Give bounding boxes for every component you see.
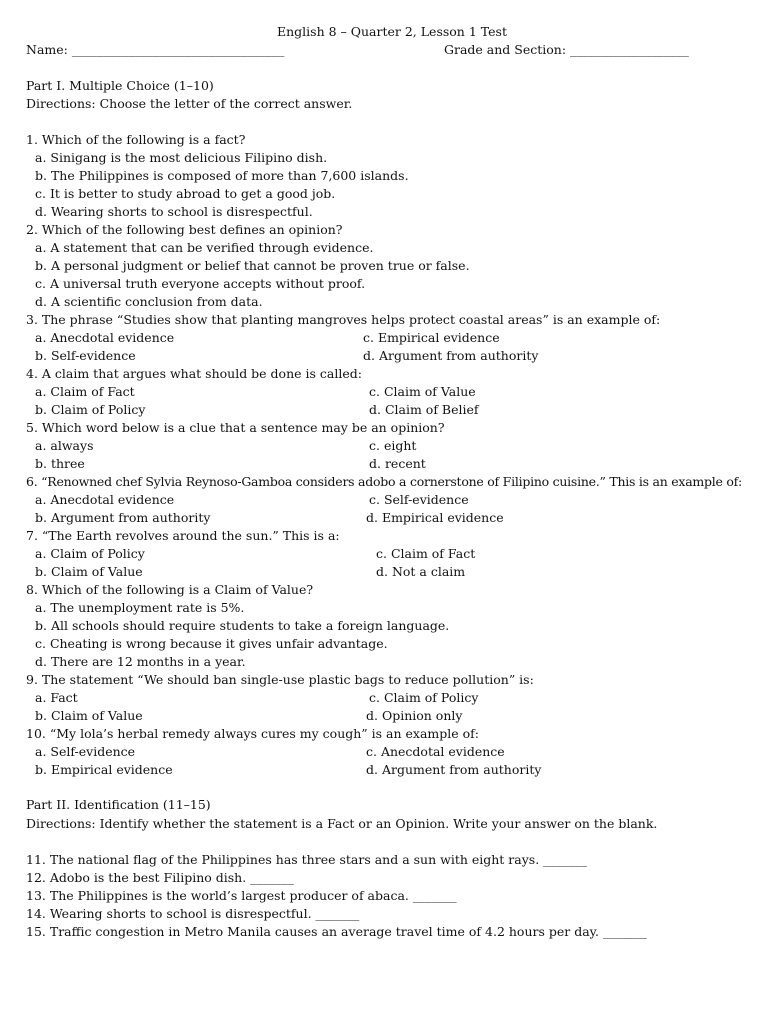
- q8-choice-d: d. There are 12 months in a year.: [35, 654, 246, 669]
- q9-choice-b: b. Claim of Value: [35, 708, 143, 723]
- q10-choice-a: a. Self-evidence: [35, 744, 136, 759]
- identification-item-12[interactable]: 12. Adobo is the best Filipino dish. _______: [26, 870, 294, 885]
- question-10: 10. “My lola’s herbal remedy always cures my cough” is an example of:: [26, 726, 480, 741]
- q2-choice-b: b. A personal judgment or belief that cannot be proven true or false.: [35, 258, 470, 273]
- q5-choice-d: d. recent: [369, 456, 426, 471]
- q9-choice-d: d. Opinion only: [366, 708, 463, 723]
- question-8: 8. Which of the following is a Claim of Value?: [26, 582, 314, 597]
- question-2: 2. Which of the following best defines an opinion?: [26, 222, 343, 237]
- q3-choice-a: a. Anecdotal evidence: [35, 330, 175, 345]
- part2-title: Part II. Identification (11–15): [26, 797, 211, 812]
- q7-choice-a: a. Claim of Policy: [35, 546, 145, 561]
- question-6: 6. “Renowned chef Sylvia Reynoso-Gamboa considers adobo a cornerstone of Filipino cuisine.” This is an example of:: [26, 474, 742, 489]
- part1-title: Part I. Multiple Choice (1–10): [26, 78, 214, 93]
- q7-choice-b: b. Claim of Value: [35, 564, 143, 579]
- q5-choice-c: c. eight: [369, 438, 417, 453]
- q3-choice-c: c. Empirical evidence: [363, 330, 500, 345]
- name-field[interactable]: Name: __________________________________: [26, 42, 285, 57]
- q2-choice-d: d. A scientific conclusion from data.: [35, 294, 263, 309]
- question-4: 4. A claim that argues what should be done is called:: [26, 366, 362, 381]
- q6-choice-c: c. Self-evidence: [369, 492, 469, 507]
- q4-choice-a: a. Claim of Fact: [35, 384, 135, 399]
- question-1: 1. Which of the following is a fact?: [26, 132, 246, 147]
- q7-choice-d: d. Not a claim: [376, 564, 466, 579]
- q9-choice-c: c. Claim of Policy: [369, 690, 479, 705]
- question-5: 5. Which word below is a clue that a sentence may be an opinion?: [26, 420, 445, 435]
- q10-choice-b: b. Empirical evidence: [35, 762, 173, 777]
- q2-choice-c: c. A universal truth everyone accepts without proof.: [35, 276, 366, 291]
- q2-choice-a: a. A statement that can be verified through evidence.: [35, 240, 374, 255]
- q1-choice-c: c. It is better to study abroad to get a good job.: [35, 186, 336, 201]
- identification-item-13[interactable]: 13. The Philippines is the world’s largest producer of abaca. _______: [26, 888, 457, 903]
- q7-choice-c: c. Claim of Fact: [376, 546, 476, 561]
- question-9: 9. The statement “We should ban single-use plastic bags to reduce pollution” is:: [26, 672, 534, 687]
- part2-directions: Directions: Identify whether the statement is a Fact or an Opinion. Write your answer on the blank.: [26, 816, 658, 831]
- question-3: 3. The phrase “Studies show that planting mangroves helps protect coastal areas” is an example of:: [26, 312, 661, 327]
- q1-choice-a: a. Sinigang is the most delicious Filipino dish.: [35, 150, 328, 165]
- q4-choice-b: b. Claim of Policy: [35, 402, 146, 417]
- q4-choice-d: d. Claim of Belief: [369, 402, 479, 417]
- q6-choice-d: d. Empirical evidence: [366, 510, 504, 525]
- identification-item-15[interactable]: 15. Traffic congestion in Metro Manila causes an average travel time of 4.2 hours per day. _______: [26, 924, 647, 939]
- q4-choice-c: c. Claim of Value: [369, 384, 476, 399]
- test-title: English 8 – Quarter 2, Lesson 1 Test: [277, 24, 507, 39]
- grade-section-field[interactable]: Grade and Section: ___________________: [444, 42, 689, 57]
- q6-choice-b: b. Argument from authority: [35, 510, 211, 525]
- q3-choice-d: d. Argument from authority: [363, 348, 539, 363]
- identification-item-14[interactable]: 14. Wearing shorts to school is disrespectful. _______: [26, 906, 360, 921]
- part1-directions: Directions: Choose the letter of the correct answer.: [26, 96, 353, 111]
- q10-choice-d: d. Argument from authority: [366, 762, 542, 777]
- question-7: 7. “The Earth revolves around the sun.” This is a:: [26, 528, 340, 543]
- q6-choice-a: a. Anecdotal evidence: [35, 492, 175, 507]
- q9-choice-a: a. Fact: [35, 690, 78, 705]
- q1-choice-b: b. The Philippines is composed of more than 7,600 islands.: [35, 168, 409, 183]
- q10-choice-c: c. Anecdotal evidence: [366, 744, 505, 759]
- q8-choice-c: c. Cheating is wrong because it gives unfair advantage.: [35, 636, 388, 651]
- q8-choice-a: a. The unemployment rate is 5%.: [35, 600, 245, 615]
- q5-choice-a: a. always: [35, 438, 94, 453]
- q5-choice-b: b. three: [35, 456, 85, 471]
- q3-choice-b: b. Self-evidence: [35, 348, 136, 363]
- q8-choice-b: b. All schools should require students to take a foreign language.: [35, 618, 450, 633]
- q1-choice-d: d. Wearing shorts to school is disrespectful.: [35, 204, 313, 219]
- identification-item-11[interactable]: 11. The national flag of the Philippines has three stars and a sun with eight rays. _______: [26, 852, 587, 867]
